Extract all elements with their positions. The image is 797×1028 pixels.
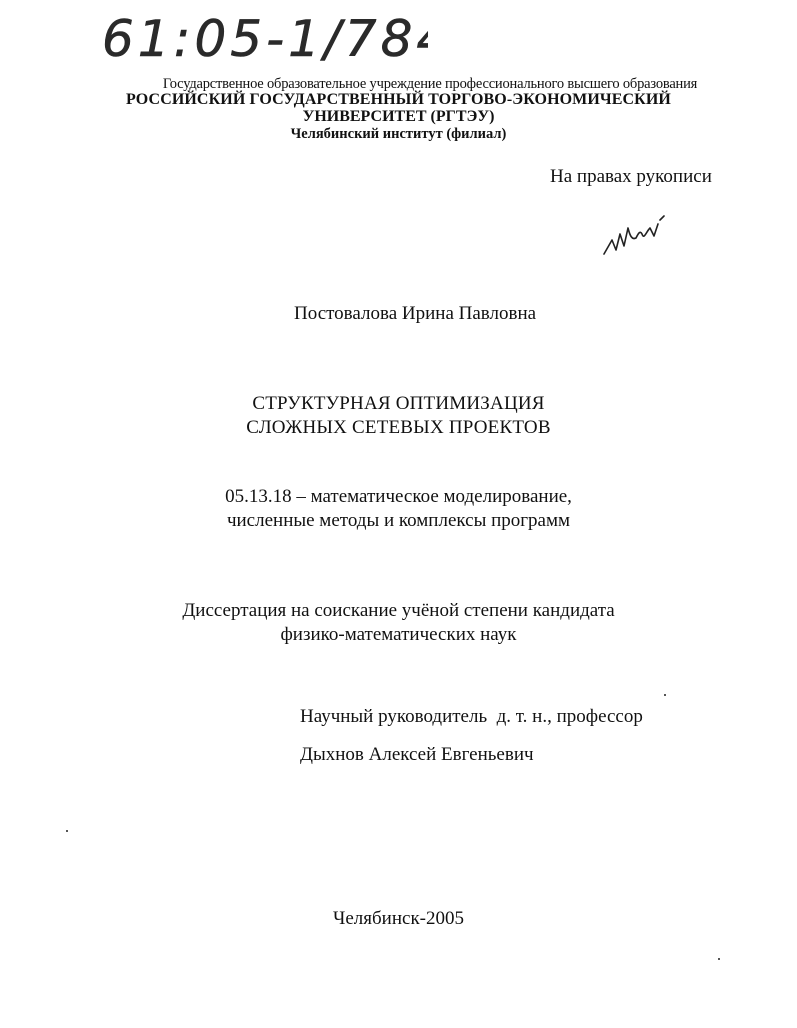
specialty-line1: 05.13.18 – математическое моделирование, — [225, 486, 572, 507]
manuscript-note: На правах рукописи — [550, 166, 712, 187]
specialty-line2: численные методы и комплексы программ — [226, 510, 571, 531]
institution-line: Государственное образовательное учреждение профессионального высшего образования — [162, 76, 698, 92]
city-year: Челябинск-2005 — [333, 908, 464, 929]
scan-speck — [664, 694, 666, 696]
advisor-title: Научный руководитель д. т. н., профессор — [300, 706, 643, 727]
handwritten-stamp-icon — [98, 6, 428, 66]
dissertation-title-line2: СЛОЖНЫХ СЕТЕВЫХ ПРОЕКТОВ — [246, 417, 551, 438]
advisor-name: Дыхнов Алексей Евгеньевич — [300, 744, 534, 765]
branch-name: Челябинский институт (филиал) — [290, 126, 507, 142]
university-name-line1: РОССИЙСКИЙ ГОСУДАРСТВЕННЫЙ ТОРГОВО-ЭКОНОМИЧЕСКИЙ — [126, 91, 671, 108]
scan-speck — [718, 958, 720, 960]
degree-line2: физико-математических наук — [280, 624, 517, 645]
degree-line1: Диссертация на соискание учёной степени кандидата — [182, 600, 615, 621]
stamp-text: 61:05-1/784 — [102, 10, 428, 66]
author-name: Постовалова Ирина Павловна — [294, 303, 537, 324]
dissertation-title-line1: СТРУКТУРНАЯ ОПТИМИЗАЦИЯ — [252, 393, 545, 414]
archive-stamp — [98, 6, 428, 66]
scan-speck — [66, 830, 68, 832]
university-name-line2: УНИВЕРСИТЕТ (РГТЭУ) — [302, 108, 495, 125]
signature — [598, 210, 678, 258]
handwritten-signature-icon — [598, 210, 678, 258]
